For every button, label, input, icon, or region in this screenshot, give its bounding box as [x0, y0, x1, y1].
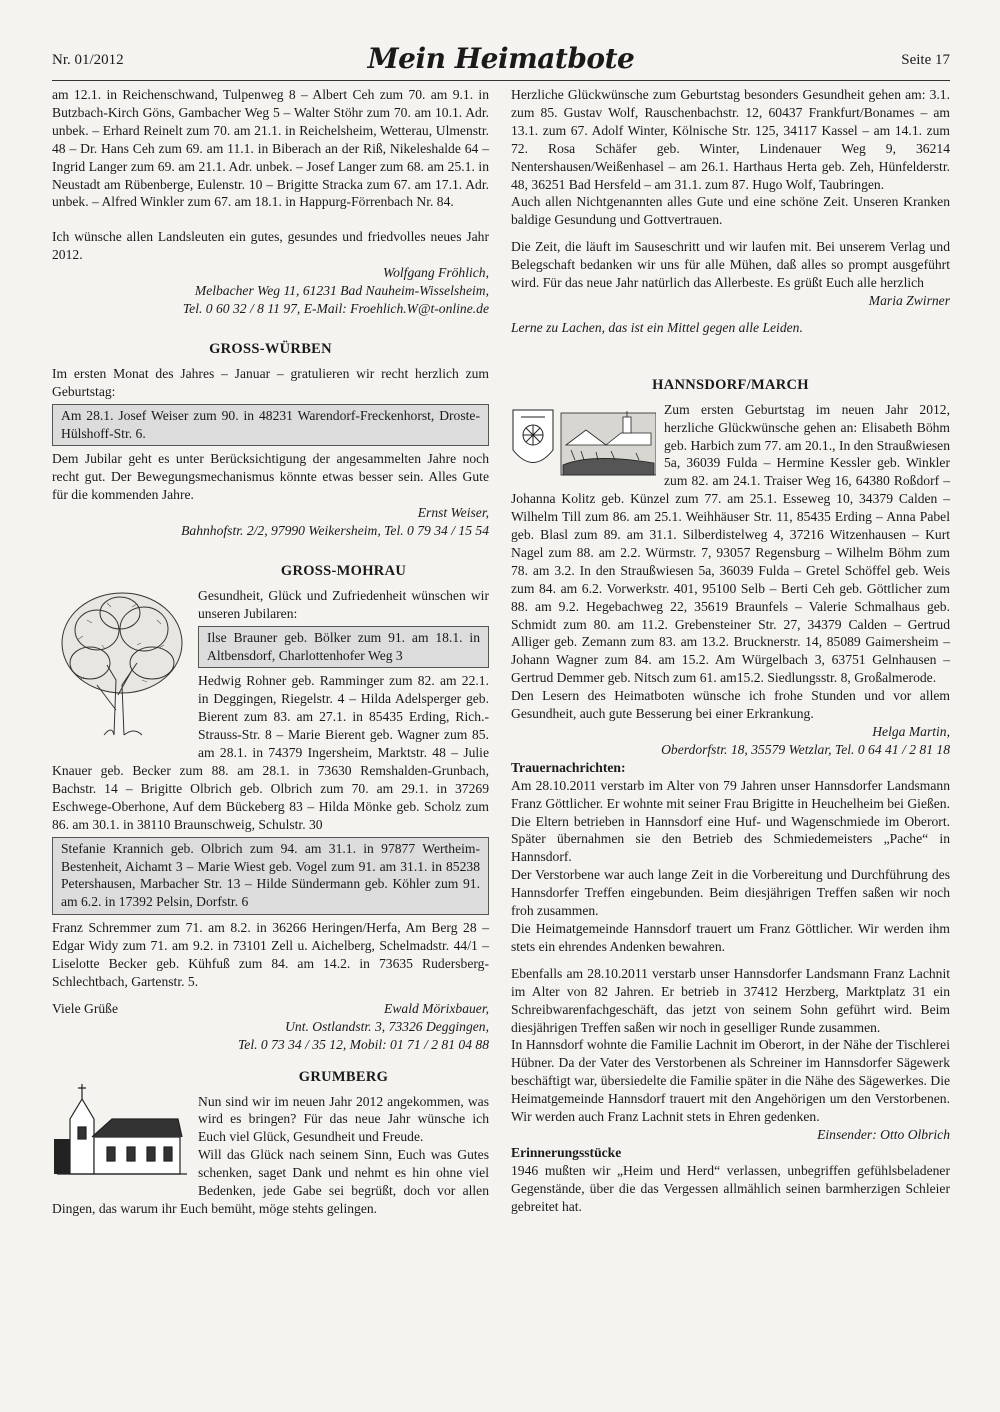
signature-name: Wolfgang Fröhlich,	[383, 265, 489, 281]
header-rule	[52, 80, 950, 81]
time-text: Die Zeit, die läuft im Sauseschritt und wir laufen mit. Bei unserem Verlag und Belegschaft bedanken wir uns für alle Mühen, daß alles so prompt ausgeführt wird. Für das neue Jahr natürlich das Allerbeste. Es grüßt Euch alle herzlich	[511, 239, 950, 291]
birthday-text: Herzliche Glückwünsche zum Geburtstag besonders Gesundheit gehen am: 3.1. zum 85. Gustav Wolf, Rauschenbachstr. 12, 60437 Frankfurt/Bonames – am 13.1. zum 67. Adolf Winter, Kölnische Str. 125, 34117 Kassel – am 14.1. zum 72. Rosa Schäfer geb. Winter, Lindenauer Weg 9, 36214 Nentershausen/Weißenhasel – am 26.1. Harthaus Herta geb. Zeh, Hünfelderstr. 48, 36251 Bad Hersfeld – am 31.1. zum 87. Hugo Wolf, Taubringen.	[511, 87, 950, 192]
section-wish: Den Lesern des Heimatboten wünsche ich frohe Stunden und vor allem Gesundheit, auch gute Besserung bei einer Erkrankung.	[511, 688, 950, 722]
signature-contact: Tel. 0 73 34 / 35 12, Mobil: 01 71 / 2 81 04 88	[238, 1036, 489, 1052]
section-intro: Gesundheit, Glück und Zufriedenheit wünschen wir unseren Jubilaren:	[198, 587, 489, 621]
signature-address: Unt. Ostlandstr. 3, 73326 Deggingen,	[285, 1018, 489, 1034]
crest-and-town-illustration	[511, 405, 656, 485]
highlight-box	[198, 626, 489, 669]
highlight-text: Am 28.1. Josef Weiser zum 90. in 48231 Warendorf-Freckenhorst, Droste-Hülshoff-Str. 6.	[61, 407, 480, 441]
left-column	[52, 86, 489, 1218]
issue-number: Nr. 01/2012	[52, 52, 124, 68]
memories-text: 1946 mußten wir „Heim und Herd“ verlassen, unbegriffen gefühlsbeladener Gegenstände, über die das Vergessen allmählich seinen barmherzigen Schleier gebreitet hat.	[511, 1162, 950, 1214]
church-icon	[52, 1079, 190, 1179]
section-heading-hannsdorf-march: HANNSDORF/MARCH	[652, 376, 809, 393]
intro-text: am 12.1. in Reichenschwand, Tulpenweg 8 – Albert Ceh zum 70. am 9.1. in Butzbach-Kirch Göns, Gambacher Weg 5 – Walter Stöhr zum 70. am 10.1. Adr. unbek. – Erhard Reinelt zum 70. am 21.1. in Reichelsheim, Wetterau, Ulmenstr. 48 – Dr. Hans Ceh zum 69. am 11.1. in Biberach an der Riß, Nikeleshalde 64 – Ingrid Langer zum 69. am 21.1. Adr. unbek. – Josef Langer zum 68. am 25.1. in Neustadt am Rübenberge, Eulenstr. 10 – Brigitte Stracka zum 67. am 17.1. Adr. unbek. – Alfred Winkler zum 67. am 18.1. in Happurg-Förrenbach Nr. 84.	[52, 87, 489, 210]
signature-name: Ernst Weiser,	[417, 505, 489, 521]
tree-icon	[52, 585, 190, 740]
signature-name: Maria Zwirner	[868, 292, 950, 308]
page-number: Seite 17	[901, 52, 950, 68]
section-intro: Im ersten Monat des Jahres – Januar – gratulieren wir recht herzlich zum Geburtstag:	[52, 365, 489, 399]
crest-icon	[511, 405, 656, 480]
signature-address: Bahnhofstr. 2/2, 97990 Weikersheim, Tel. 0 79 34 / 15 54	[181, 523, 489, 539]
section-text: Will das Glück nach seinem Sinn, Euch was Gutes schenken, saget Dank und nehmt es hin ohne viel Bedenken, jede Gabe sei begrüßt, doch vor allen Dingen, das warum ihr Euch bemüht, möge stehts gelingen.	[52, 1147, 489, 1216]
birthday-wish: Auch allen Nichtgenannten alles Gute und eine schöne Zeit. Unseren Kranken baldige Gesundung und Gottvertrauen.	[511, 194, 950, 228]
section-text: Dem Jubilar geht es unter Berücksichtigung der angesammelten Jahre noch recht gut. Der Bewegungsmechanismus könnte etwas besser sein. Alles Gute für die kommenden Jahre.	[52, 451, 489, 503]
section-heading-gross-mohrau: GROSS-MOHRAU	[280, 562, 407, 579]
obituary-text: In Hannsdorf wohnte die Familie Lachnit im Oberort, in der Nähe der Tischlerei Hübner. Da der Vater des Verstorbenen als Schreiner im Hannsdorfer Sägewerk beschäftigt war, übersiedelte die Familie später in die Nähe des Sägewerkes. Die Heimatgemeinde Hannsdorf trauert mit den Angehörigen um den Verstorbenen. Wir werden auch Franz Lachnit stets in Ehren gedenken.	[511, 1037, 950, 1125]
highlight-box	[52, 837, 489, 916]
highlight-box	[52, 404, 489, 447]
signature-address: Melbacher Weg 11, 61231 Bad Nauheim-Wisselsheim,	[194, 283, 489, 299]
motto-text: Lerne zu Lachen, das ist ein Mittel gegen alle Leiden.	[511, 319, 803, 335]
signature-row	[52, 1000, 489, 1018]
signature-name: Helga Martin,	[872, 724, 950, 739]
section-text: Hedwig Rohner geb. Ramminger zum 82. am 22.1. in Deggingen, Riegelstr. 4 – Hilda Adelsperger geb. Bierent zum 83. am 27.1. in 85435 Erding, Rich.-Strauss-Str. 8 – Marie Bierent geb. Wagner zum 85. am 28.1. in 74379 Ingersheim, Marktstr. 48 – Julie Knauer geb. Becker zum 88. am 28.1. in 73630 Remshalden-Grunbach, Bachstr. 14 – Brigitte Olbrich geb. Olbrich zum 70. am 29.1. in 37269 Eschwege-Oberhone, Auf dem Bückeberg 83 – Hilda Mönke geb. Scholz zum 86. am 30.1. in 38110 Braunschweig, Schulstr. 30	[52, 673, 489, 832]
highlight-text: Stefanie Krannich geb. Olbrich zum 94. am 31.1. in 97877 Wertheim-Bestenheit, Aichamt 3 – Marie Wiest geb. Vogel zum 91. am 31.1. in 85238 Petershausen, Marbacher Str. 13 – Hilde Sündermann geb. Köhler zum 91. am 6.2. in 17392 Pelsin, Dorfstr. 6	[61, 840, 480, 910]
signature-name: Einsender: Otto Olbrich	[817, 1126, 950, 1142]
page-header	[52, 42, 950, 82]
masthead-title: Mein Heimatbote	[367, 42, 635, 75]
signature-name: Ewald Mörixbauer,	[384, 1000, 489, 1016]
section-text: Zum ersten Geburtstag im neuen Jahr 2012, herzliche Glückwünsche gehen an: Elisabeth Böhm geb. Harbich zum 77. am 20.1., In den Straußwiesen 5a, 36039 Fulda – Hermine Kessler geb. Winkler zum 82. am 24.1. Traiser Weg 16, 64380 Roßdorf – Johanna Kolitz geb. Künzel zum 77. am 25.1. Esseweg 10, 34379 Calden – Wilhelm Till zum 86. am 25.1. Weihhäuser Str. 11, 85435 Erding – Anna Pabel geb. Blasl zum 89. am 31.1. Silberdistelweg 4, 37216 Witzenhausen – Kurt Nagel zum 88. am 2.2. Würmstr. 7, 93057 Regensburg – Wilhelm Böhm zum 78. am 3.2. In den Straußwiesen 5a, 36039 Fulda – Gretel Schöffel geb. Weis zum 84. am 6.2. Vorwerkstr. 401, 95100 Selb – Berti Ceh geb. Göttlicher zum 88. am 9.2. Hegebachweg 22, 35619 Braunfels – Valerie Schmalhaus geb. Schmidt zum 80. am 11.2. Grebensteiner Str. 27, 34379 Calden – Gertrud Alliger geb. Zemann zum 83. am 13.2. Brucknerstr. 14, 85089 Gaimersheim – Johann Wagner zum 84. am 15.2. Am Würgelbach 3, 63751 Gelnhausen – Gertrud Demmer geb. Nitsch zum 61. am15.2. Siedlungsstr. 8, Großalmerode.	[511, 401, 950, 686]
section-heading-grumberg: GRUMBERG	[298, 1068, 389, 1085]
obituary-text: Am 28.10.2011 verstarb im Alter von 79 Jahren unser Hannsdorfer Landsmann Franz Göttlicher. Er wohnte mit seiner Frau Brigitte in Heuchelheim bei Gießen. Die Eltern betrieben in Hannsdorf eine Huf- und Wagenschmiede im Oberort. Später übernahmen sie den Betrieb des Schmiedemeisters „Pache“ in Hannsdorf.	[511, 777, 950, 865]
signature-address: Oberdorfstr. 18, 35579 Wetzlar, Tel. 0 64 41 / 2 81 18	[661, 741, 950, 757]
right-column	[511, 86, 950, 1215]
signature-contact: Tel. 0 60 32 / 8 11 97, E-Mail: Froehlich.W@t-online.de	[182, 300, 489, 316]
church-illustration	[52, 1079, 190, 1184]
obituary-text: Die Heimatgemeinde Hannsdorf trauert um Franz Göttlicher. Wir werden ihm stets ein ehrendes Andenken bewahren.	[511, 920, 950, 954]
subheading-trauernachrichten: Trauernachrichten:	[511, 759, 626, 775]
section-heading-gross-wuerben: GROSS-WÜRBEN	[209, 340, 332, 357]
section-heading-wrap	[52, 563, 489, 581]
new-year-wish: Ich wünsche allen Landsleuten ein gutes, gesundes und friedvolles neues Jahr 2012.	[52, 229, 489, 263]
greeting: Viele Grüße	[52, 1000, 118, 1016]
highlight-text: Ilse Brauner geb. Bölker zum 91. am 18.1. in Altbensdorf, Charlottenhofer Weg 3	[207, 629, 480, 663]
obituary-text: Ebenfalls am 28.10.2011 verstarb unser Hannsdorfer Landsmann Franz Lachnit im Alter von 82 Jahren. Er betrieb in 37412 Herzberg, Marktplatz 31 ein Schreibwarenfachgeschäft, das jetzt von seinem Sohn geführt wird. Beim diesjährigen Treffen saßen wir noch in geselliger Runde zusammen.	[511, 965, 950, 1035]
section-text: Nun sind wir im neuen Jahr 2012 angekommen, was wird es bringen? Für das neue Jahr wünsche ich Euch viel Glück, Gesundheit und Freude.	[198, 1093, 489, 1145]
obituary-text: Der Verstorbene war auch lange Zeit in die Vorbereitung und Durchführung des Hannsdorfer Treffen eingebunden. Beim diesjährigen Treffen saßen wir noch froh zusammen.	[511, 867, 950, 919]
tree-illustration	[52, 585, 190, 745]
section-text: Franz Schremmer zum 71. am 8.2. in 36266 Heringen/Herfa, Am Berg 28 – Edgar Widy zum 71. am 9.2. in 73101 Zell u. Aichelberg, Schelmadstr. 44/1 – Liselotte Becker geb. Kühfuß zum 84. am 14.2. in 73635 Rudersberg-Schlechtbach, Gartenstr. 5.	[52, 920, 489, 989]
subheading-erinnerungsstuecke: Erinnerungsstücke	[511, 1144, 622, 1160]
